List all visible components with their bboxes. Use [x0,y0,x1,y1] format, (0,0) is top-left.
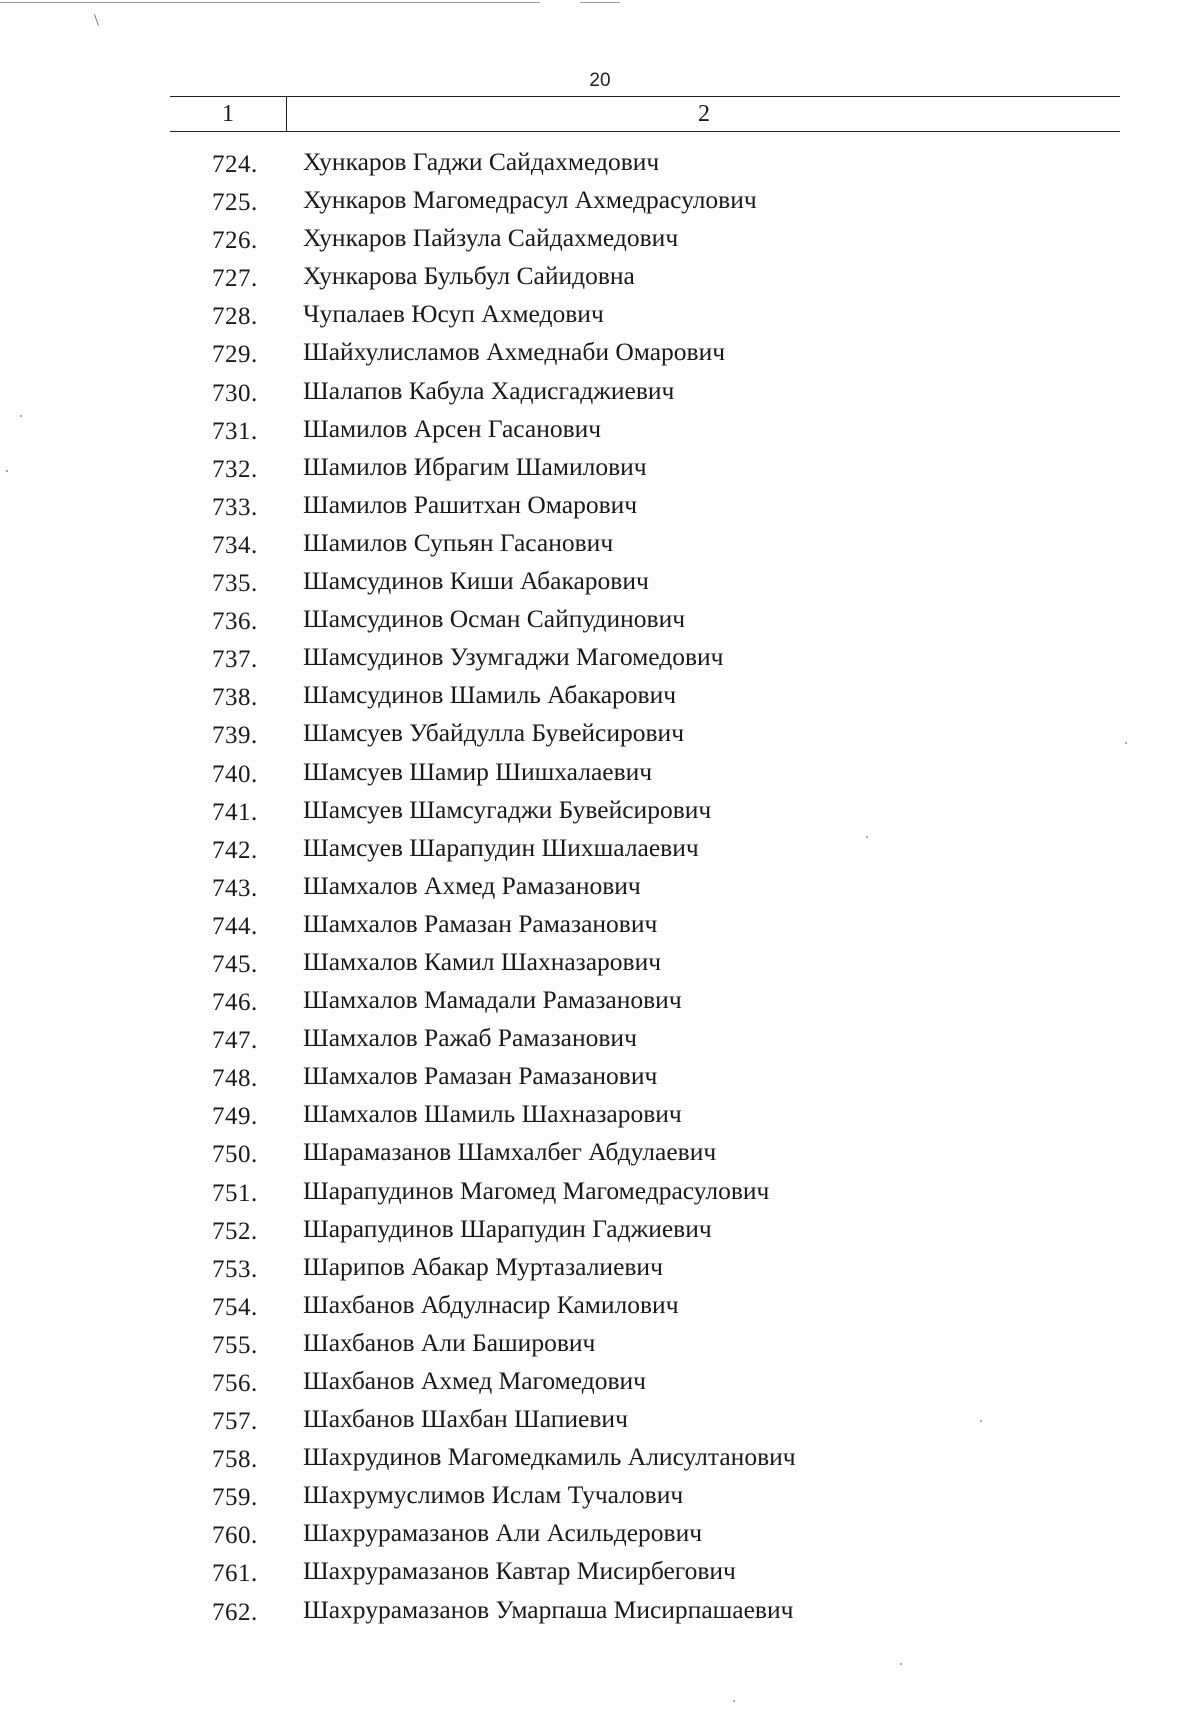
entry-number: 762. [212,1598,258,1626]
entry-number: 736. [212,608,258,636]
list-item [0,795,1200,833]
list-item [0,718,1200,756]
list-item [0,147,1200,185]
entry-number: 751. [212,1179,258,1207]
entry-number: 748. [212,1065,258,1093]
list-item [0,1404,1200,1442]
column-header-name: 2 [698,101,710,127]
entry-number: 758. [212,1446,258,1474]
entry-number: 728. [212,303,258,331]
scan-speck [900,1663,902,1665]
list-item [0,947,1200,985]
entry-number: 743. [212,874,258,902]
entry-number: 735. [212,570,258,598]
entry-number: 745. [212,950,258,978]
list-item [0,376,1200,414]
entry-number: 746. [212,989,258,1017]
list-item [0,566,1200,604]
list-item [0,299,1200,337]
entry-name: Шамхалов Мамадали Рамазанович [303,985,682,1015]
entry-name: Шахрурамазанов Али Асильдерович [303,1518,703,1548]
scan-speck [866,836,868,838]
list-item [0,1099,1200,1137]
entry-name: Шамсудинов Узумгаджи Магомедович [303,642,724,672]
entry-number: 753. [212,1255,258,1283]
entry-number: 740. [212,760,258,788]
entry-number: 725. [212,189,258,217]
entry-number: 761. [212,1560,258,1588]
list-item [0,985,1200,1023]
list-item [0,642,1200,680]
list-item [0,1290,1200,1328]
entry-number: 750. [212,1141,258,1169]
entry-number: 757. [212,1408,258,1436]
list-item [0,1176,1200,1214]
entry-name: Шамсуев Убайдулла Бувейсирович [303,718,685,748]
entry-number: 747. [212,1027,258,1055]
list-item [0,1480,1200,1518]
entry-name: Хункаров Гаджи Сайдахмедович [303,147,660,176]
list-item [0,414,1200,452]
entry-number: 756. [212,1370,258,1397]
entry-number: 754. [212,1293,258,1321]
entry-name: Шамхалов Ахмед Рамазанович [303,870,641,900]
scan-speck [20,415,22,417]
entry-name: Шахбанов Ахмед Магомедович [303,1366,646,1395]
list-item [0,604,1200,642]
entry-name: Шахрудинов Магомедкамиль Алисултанович [303,1442,796,1472]
entry-name: Шамилов Супьян Гасанович [303,527,614,557]
entry-number: 729. [212,341,258,369]
entry-number: 739. [212,722,258,750]
list-item [0,1061,1200,1099]
entry-name: Шамсуев Шамсугаджи Бувейсирович [303,794,712,824]
name-list [0,147,1200,1633]
list-item [0,1366,1200,1404]
entry-name: Шарамазанов Шамхалбег Абдулаевич [303,1137,717,1167]
entry-number: 749. [212,1103,258,1131]
list-item [0,757,1200,795]
list-item [0,1442,1200,1480]
entry-number: 752. [212,1217,258,1245]
list-item [0,1518,1200,1556]
entry-name: Шамхалов Рамазан Рамазанович [303,1061,658,1091]
entry-number: 737. [212,646,258,674]
entry-name: Шарапудинов Магомед Магомедрасулович [303,1175,770,1205]
list-item [0,261,1200,299]
list-item [0,528,1200,566]
entry-name: Хункарова Бульбул Сайидовна [303,261,635,291]
scan-speck [980,1420,982,1422]
list-item [0,337,1200,375]
list-item [0,1137,1200,1175]
entry-name: Шарипов Абакар Муртазалиевич [303,1251,663,1281]
table-header [170,96,1120,132]
entry-name: Хункаров Пайзула Сайдахмедович [303,223,679,253]
list-item [0,1556,1200,1594]
entry-name: Шамилов Ибрагим Шамилович [303,451,647,481]
entry-name: Шахрурамазанов Умарпаша Мисирпашаевич [303,1594,794,1624]
list-item [0,1595,1200,1633]
entry-name: Шамилов Рашитхан Омарович [303,489,638,519]
entry-name: Шамилов Арсен Гасанович [303,413,602,443]
list-item [0,1252,1200,1290]
entry-name: Шамхалов Рамазан Рамазанович [303,908,658,938]
entry-number: 732. [212,455,258,483]
entry-number: 727. [212,265,258,293]
entry-name: Шахрумуслимов Ислам Тучалович [303,1480,684,1510]
list-item [0,833,1200,871]
list-item [0,490,1200,528]
entry-name: Шамхалов Шамиль Шахназарович [303,1099,682,1129]
list-item [0,223,1200,261]
entry-name: Шамсудинов Осман Сайпудинович [303,604,686,634]
entry-name: Хункаров Магомедрасул Ахмедрасулович [303,185,757,215]
entry-name: Шамсудинов Киши Абакарович [303,566,649,596]
entry-number: 733. [212,493,258,521]
entry-number: 755. [212,1331,258,1359]
entry-name: Шахрурамазанов Кавтар Мисирбегович [303,1556,736,1586]
entry-number: 731. [212,417,258,445]
entry-number: 734. [212,531,258,559]
scan-mark [94,14,99,26]
column-header-number: 1 [170,97,287,131]
page-number: 20 [589,70,611,91]
scan-speck [1125,742,1127,744]
list-item [0,1023,1200,1061]
entry-name: Шамсуев Шарапудин Шихшалаевич [303,832,699,862]
entry-name: Шамхалов Камил Шахназарович [303,946,662,976]
list-item [0,871,1200,909]
entry-name: Шамсуев Шамир Шишхалаевич [303,756,653,786]
entry-number: 741. [212,798,258,826]
entry-number: 744. [212,912,258,940]
list-item [0,185,1200,223]
scan-edge-line [0,2,540,3]
list-item [0,452,1200,490]
entry-number: 759. [212,1484,258,1512]
list-item [0,909,1200,947]
entry-name: Шахбанов Абдулнасир Камилович [303,1289,679,1319]
entry-name: Шарапудинов Шарапудин Гаджиевич [303,1213,712,1243]
entry-number: 738. [212,684,258,712]
scan-speck [733,1700,735,1702]
entry-name: Шалапов Кабула Хадисгаджиевич [303,375,675,405]
entry-name: Шахбанов Али Баширович [303,1327,596,1357]
entry-number: 726. [212,227,258,255]
entry-number: 724. [212,151,258,178]
entry-number: 760. [212,1522,258,1550]
entry-number: 742. [212,836,258,864]
scan-speck [6,470,8,472]
entry-name: Шахбанов Шахбан Шапиевич [303,1404,628,1434]
entry-name: Шайхулисламов Ахмеднаби Омарович [303,337,726,367]
list-item [0,680,1200,718]
entry-name: Чупалаев Юсуп Ахмедович [303,299,604,329]
entry-name: Шамсудинов Шамиль Абакарович [303,680,677,710]
entry-number: 730. [212,379,258,407]
scan-edge-line [580,2,620,3]
entry-name: Шамхалов Ражаб Рамазанович [303,1023,637,1053]
list-item [0,1214,1200,1252]
list-item [0,1328,1200,1366]
